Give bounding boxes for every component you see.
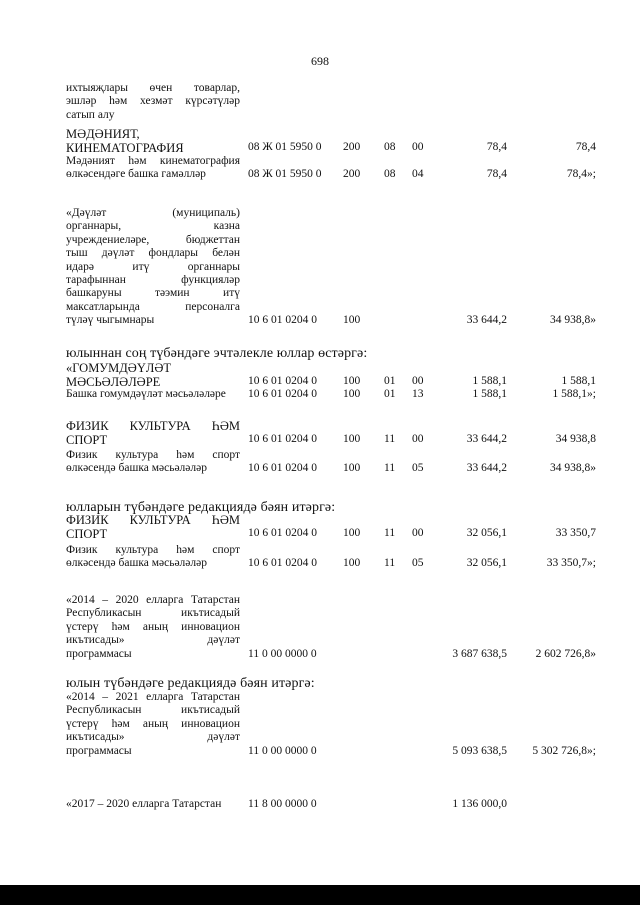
row-name [66, 388, 240, 401]
subsection-cell: 13 [412, 388, 424, 400]
row-name-line: сатып алу [66, 108, 115, 121]
row-name-line: «Дәүләт (муниципаль) [66, 207, 240, 219]
row-name-line: эшләр һәм хезмәт күрсәтүләр [66, 95, 240, 108]
value-2020-cell: 34 938,8 [555, 433, 596, 445]
code-cell: 11 8 00 0000 0 [248, 798, 317, 810]
row-name-line: тыш дәүләт фондлары белән [66, 247, 240, 260]
value-2020-cell: 34 938,8» [550, 462, 596, 474]
section-heading: юлын түбәндәге редакциядә бәян итәргә: [66, 676, 315, 691]
subsection-cell: 04 [412, 168, 424, 180]
row-name [66, 127, 240, 155]
section-cell: 01 [384, 375, 396, 387]
row-name [66, 361, 240, 389]
value-2020-cell: 78,4 [575, 141, 596, 153]
row-name-line: Физик культура һәм спорт [66, 449, 240, 461]
row-name-line: программасы [66, 647, 132, 660]
row-name-line: Мәдәният һәм кинематография [66, 155, 240, 167]
expense-type-cell: 100 [343, 527, 361, 539]
value-2020-cell: 34 938,8» [550, 314, 596, 326]
code-cell: 10 6 01 0204 0 [248, 557, 317, 569]
value-2019-cell: 3 687 638,5 [452, 648, 507, 660]
row-name-line: «ГОМУМДӘҮЛӘТ [66, 361, 171, 375]
value-2019-cell: 33 644,2 [466, 462, 507, 474]
row-name [66, 544, 240, 571]
value-2020-cell: 2 602 726,8» [535, 648, 596, 660]
value-2019-cell: 33 644,2 [466, 433, 507, 445]
section-cell: 08 [384, 141, 396, 153]
subsection-cell: 00 [412, 433, 424, 445]
row-name-line: «2017 – 2020 елларга Татарстан [66, 798, 222, 810]
value-2020-cell: 1 588,1 [561, 375, 596, 387]
row-name [66, 155, 240, 182]
subsection-cell: 05 [412, 557, 424, 569]
row-name [66, 594, 240, 661]
value-2019-cell: 78,4 [486, 141, 507, 153]
value-2019-cell: 1 588,1 [472, 375, 507, 387]
expense-type-cell: 100 [343, 388, 361, 400]
row-name [66, 419, 240, 447]
code-cell: 10 6 01 0204 0 [248, 388, 317, 400]
code-cell: 08 Ж 01 5950 0 [248, 141, 322, 153]
row-name [66, 798, 240, 811]
row-name-line: «2014 – 2020 елларга Татарстан [66, 594, 240, 606]
value-2019-cell: 1 136 000,0 [452, 798, 507, 810]
value-2019-cell: 78,4 [486, 168, 507, 180]
section-cell: 11 [384, 433, 396, 445]
expense-type-cell: 100 [343, 433, 361, 445]
row-name-line: МӘДӘНИЯТ, [66, 127, 140, 141]
code-cell: 08 Ж 01 5950 0 [248, 168, 322, 180]
row-name-line: өлкәсендә башка мәсьәләләр [66, 462, 207, 475]
expense-type-cell: 100 [343, 375, 361, 387]
scan-bottom-edge [0, 885, 640, 905]
section-heading: юлларын түбәндәге редакциядә бәян итәргә: [66, 500, 336, 515]
section-cell: 11 [384, 527, 396, 539]
value-2019-cell: 33 644,2 [466, 314, 507, 326]
row-name-line: өлкәсендәге башка гамәлләр [66, 168, 206, 181]
subsection-cell: 05 [412, 462, 424, 474]
expense-type-cell: 100 [343, 462, 361, 474]
value-2020-cell: 78,4»; [566, 168, 596, 180]
row-name-line: КИНЕМАТОГРАФИЯ [66, 141, 184, 155]
row-name-line: СПОРТ [66, 433, 108, 447]
row-name [66, 449, 240, 476]
row-name-line: өлкәсендә башка мәсьәләләр [66, 557, 207, 570]
value-2020-cell: 33 350,7»; [546, 557, 596, 569]
value-2020-cell: 1 588,1»; [552, 388, 596, 400]
expense-type-cell: 100 [343, 557, 361, 569]
row-name-line: органнары, казна [66, 220, 240, 233]
row-name-line: Башка гомумдәүләт мәсьәләләре [66, 388, 226, 400]
row-name-line: башкаруны тәэмин итү [66, 287, 240, 300]
page-number: 698 [311, 54, 329, 68]
row-name-line: ФИЗИК КУЛЬТУРА ҺӘМ [66, 419, 240, 433]
code-cell: 10 6 01 0204 0 [248, 462, 317, 474]
section-cell: 01 [384, 388, 396, 400]
row-name-line: идарә итү органнары [66, 260, 240, 273]
row-name [66, 691, 240, 758]
row-name-line: Физик культура һәм спорт [66, 544, 240, 556]
row-name-line: икътисады» дәүләт [66, 731, 240, 744]
value-2019-cell: 32 056,1 [466, 527, 507, 539]
section-cell: 11 [384, 462, 396, 474]
row-name-line: ихтыяҗлары өчен товарлар, [66, 82, 240, 94]
code-cell: 10 6 01 0204 0 [248, 314, 317, 326]
section-cell: 08 [384, 168, 396, 180]
code-cell: 10 6 01 0204 0 [248, 375, 317, 387]
row-name-line: түләү чыгымнары [66, 314, 155, 327]
value-2019-cell: 32 056,1 [466, 557, 507, 569]
subsection-cell: 00 [412, 141, 424, 153]
expense-type-cell: 200 [343, 141, 361, 153]
row-name-line: икътисады» дәүләт [66, 634, 240, 647]
row-name [66, 513, 240, 541]
subsection-cell: 00 [412, 375, 424, 387]
value-2020-cell: 5 302 726,8»; [532, 745, 596, 757]
row-name-line: МӘСЬӘЛӘЛӘРЕ [66, 375, 161, 389]
value-2020-cell: 33 350,7 [555, 527, 596, 539]
row-name-line: учреждениеләре, бюджеттан [66, 233, 240, 246]
subsection-cell: 00 [412, 527, 424, 539]
row-name-line: «2014 – 2021 елларга Татарстан [66, 691, 240, 703]
row-name-line: тарафыннан функцияләр [66, 274, 240, 287]
code-cell: 10 6 01 0204 0 [248, 433, 317, 445]
row-name-line: программасы [66, 744, 132, 757]
row-name-line: СПОРТ [66, 527, 108, 541]
row-name-line: Республикасын икътисадый [66, 607, 240, 620]
expense-type-cell: 100 [343, 314, 361, 326]
expense-type-cell: 200 [343, 168, 361, 180]
code-cell: 10 6 01 0204 0 [248, 527, 317, 539]
value-2019-cell: 1 588,1 [472, 388, 507, 400]
section-cell: 11 [384, 557, 396, 569]
row-name-line: үстерү һәм аның инновацион [66, 717, 240, 730]
row-name-line: ФИЗИК КУЛЬТУРА ҺӘМ [66, 513, 240, 527]
code-cell: 11 0 00 0000 0 [248, 745, 317, 757]
row-name-line: үстерү һәм аның инновацион [66, 620, 240, 633]
row-name-line: максатларында персоналга [66, 300, 240, 313]
code-cell: 11 0 00 0000 0 [248, 648, 317, 660]
row-name-line: Республикасын икътисадый [66, 704, 240, 717]
row-name [66, 82, 240, 122]
value-2019-cell: 5 093 638,5 [452, 745, 507, 757]
section-heading: юлыннан соң түбәндәге эчтәлекле юллар өстәргә: [66, 346, 368, 361]
row-name [66, 207, 240, 328]
